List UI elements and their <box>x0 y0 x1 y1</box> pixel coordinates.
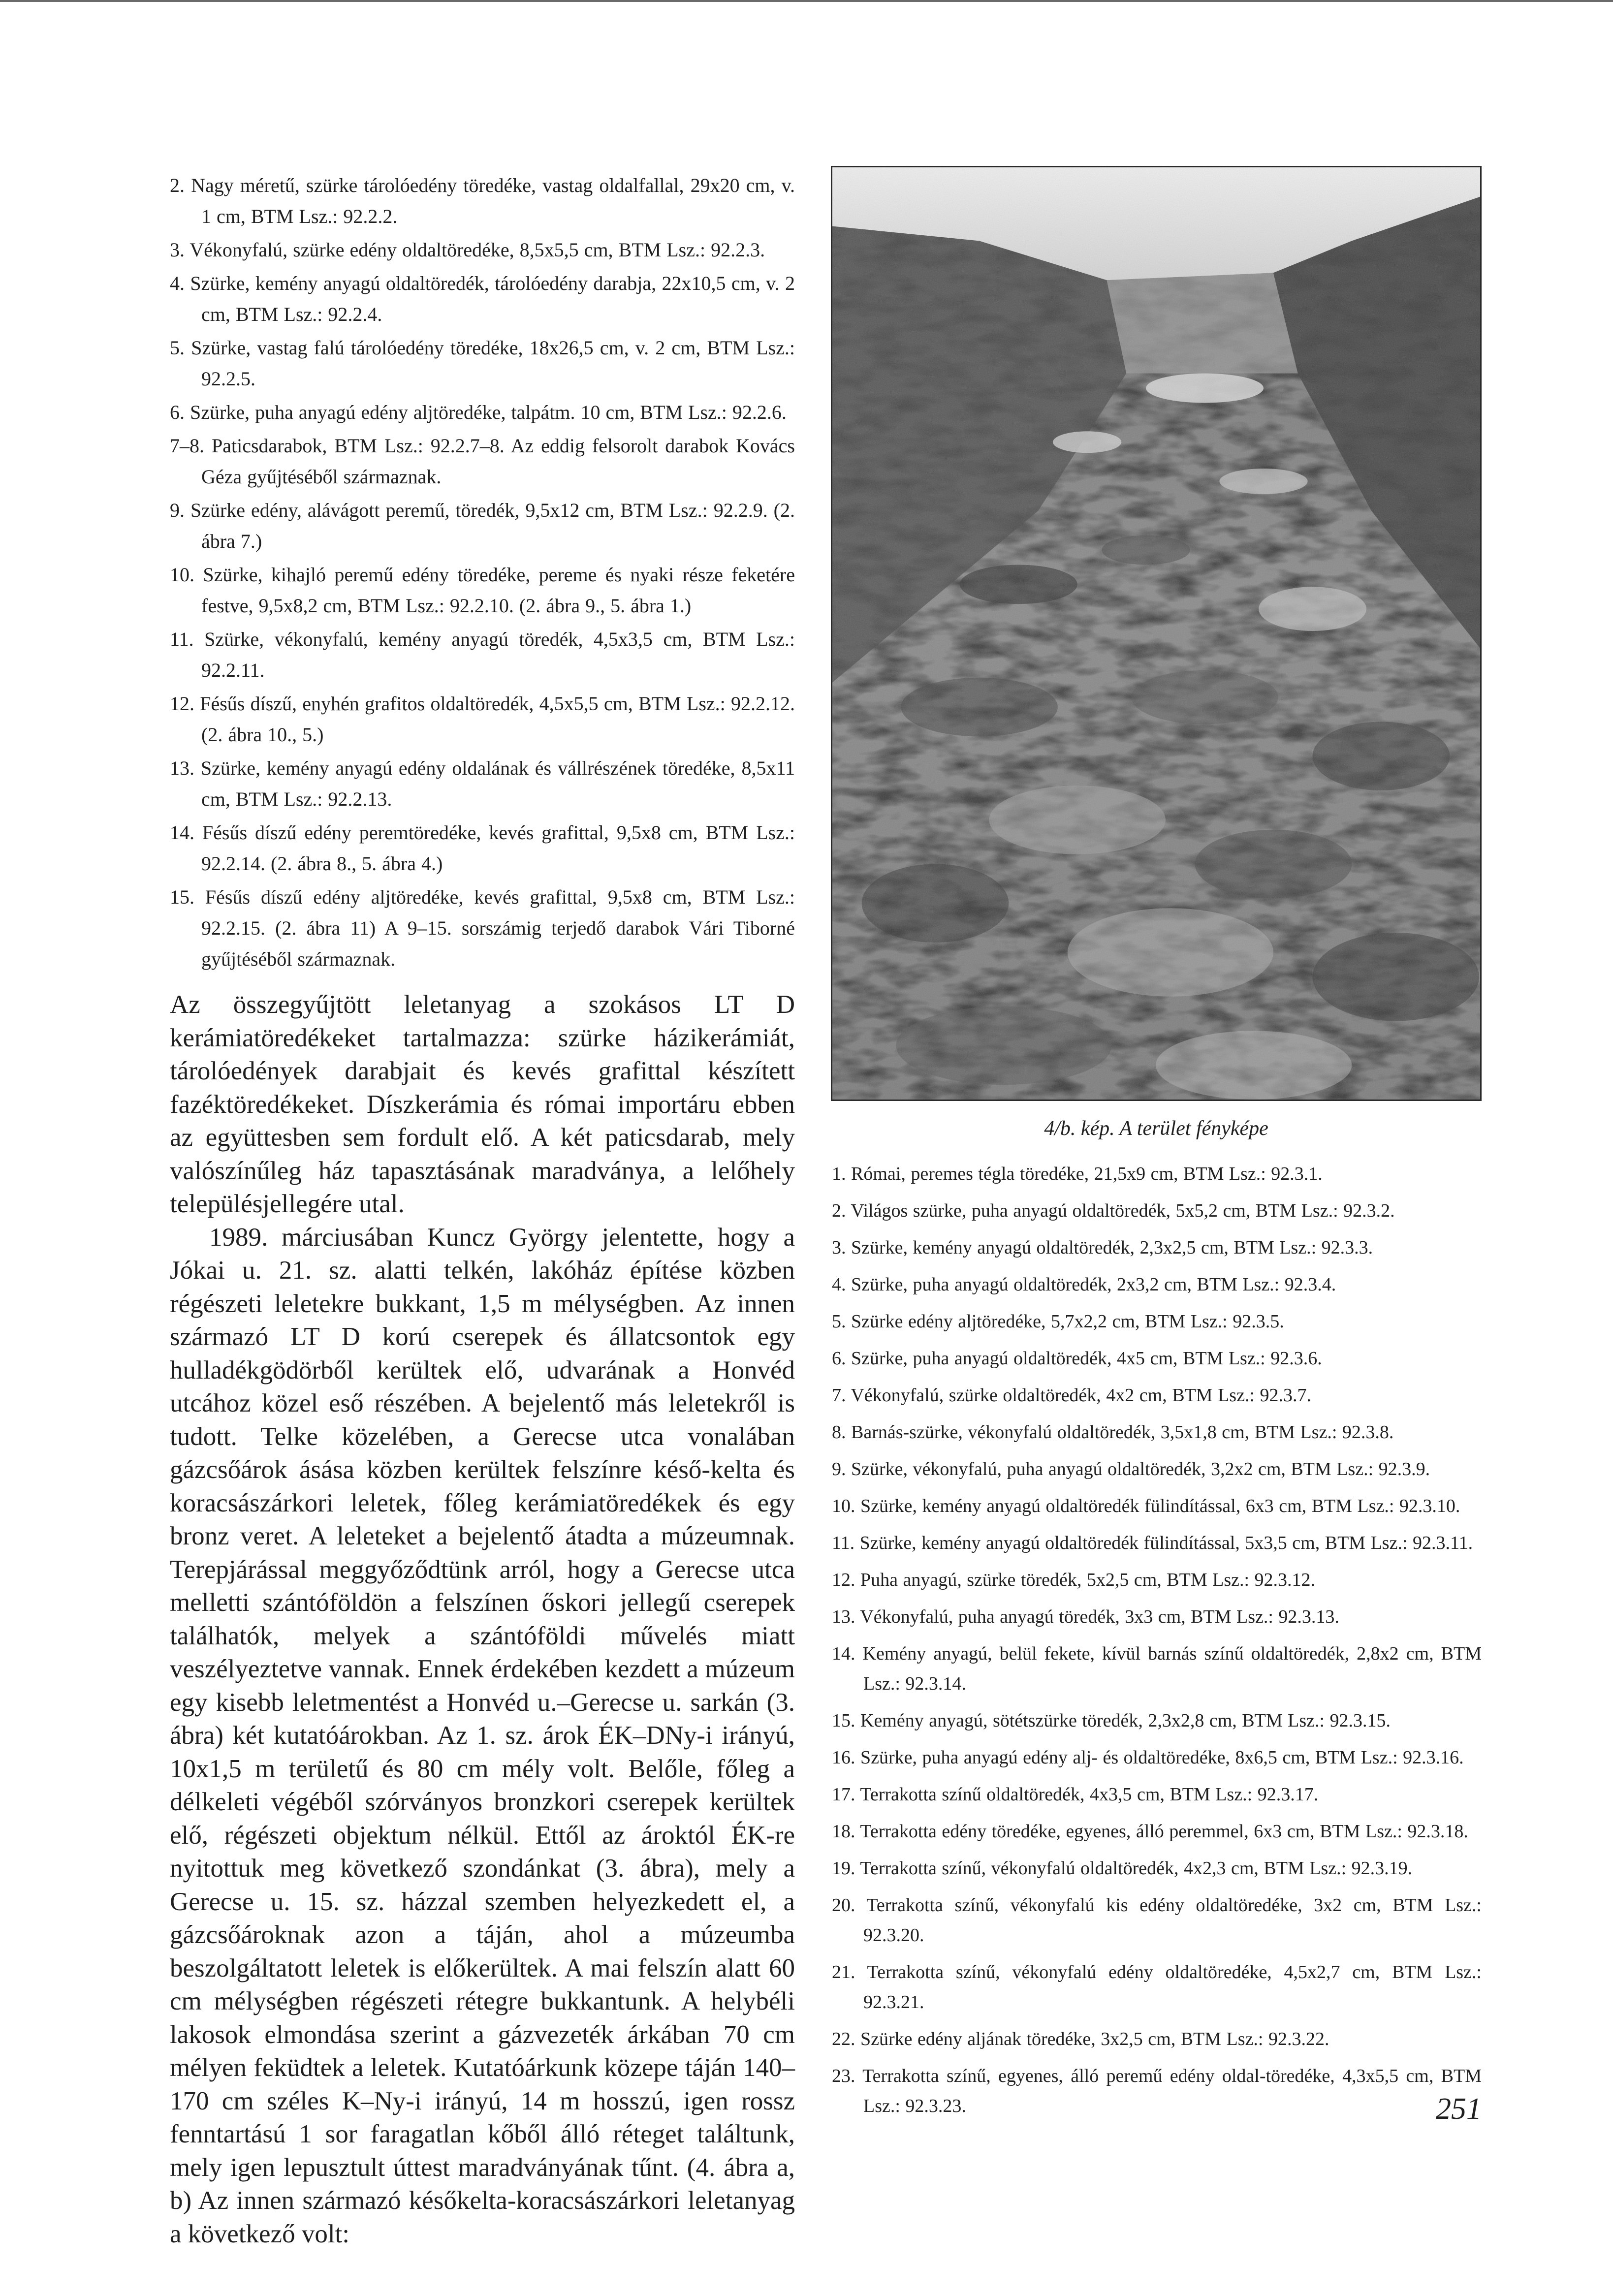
catalog-item: 15. Kemény anyagú, sötétszürke töredék, 2,3x2,8 cm, BTM Lsz.: 92.3.15. <box>832 1710 1391 1731</box>
catalog-item: 5. Szürke edény aljtöredéke, 5,7x2,2 cm, BTM Lsz.: 92.3.5. <box>832 1311 1284 1332</box>
catalog-item: 14. Kemény anyagú, belül fekete, kívül barnás színű oldaltöredék, 2,8x2 cm, BTM Lsz.: 92.3.14. <box>832 1643 1482 1694</box>
catalog-item: 20. Terrakotta színű, vékonyfalú kis edény oldaltöredéke, 3x2 cm, BTM Lsz.: 92.3.20. <box>832 1895 1482 1946</box>
catalog-item: 17. Terrakotta színű oldaltöredék, 4x3,5 cm, BTM Lsz.: 92.3.17. <box>832 1784 1319 1805</box>
catalog-item: 9. Szürke, vékonyfalú, puha anyagú oldaltöredék, 3,2x2 cm, BTM Lsz.: 92.3.9. <box>832 1459 1430 1479</box>
catalog-item: 10. Szürke, kemény anyagú oldaltöredék fülindítással, 6x3 cm, BTM Lsz.: 92.3.10. <box>832 1496 1460 1516</box>
catalog-item: 12. Puha anyagú, szürke töredék, 5x2,5 cm, BTM Lsz.: 92.3.12. <box>832 1570 1316 1590</box>
catalog-item: 4. Szürke, puha anyagú oldaltöredék, 2x3,2 cm, BTM Lsz.: 92.3.4. <box>832 1274 1336 1295</box>
catalog-item: 11. Szürke, vékonyfalú, kemény anyagú töredék, 4,5x3,5 cm, BTM Lsz.: 92.2.11. <box>170 628 795 681</box>
catalog-item: 9. Szürke edény, alávágott peremű, töredék, 9,5x12 cm, BTM Lsz.: 92.2.9. (2. ábra 7.) <box>170 499 795 552</box>
left-find-catalog <box>170 170 795 977</box>
catalog-item: 3. Szürke, kemény anyagú oldaltöredék, 2,3x2,5 cm, BTM Lsz.: 92.3.3. <box>832 1237 1373 1258</box>
catalog-item: 13. Vékonyfalú, puha anyagú töredék, 3x3 cm, BTM Lsz.: 92.3.13. <box>832 1606 1339 1627</box>
catalog-item: 14. Fésűs díszű edény peremtöredéke, kevés grafittal, 9,5x8 cm, BTM Lsz.: 92.2.14. (2. ábra 8., 5. ábra 4.) <box>170 821 795 875</box>
catalog-item: 15. Fésűs díszű edény aljtöredéke, kevés grafittal, 9,5x8 cm, BTM Lsz.: 92.2.15. (2. ábra 11) A 9–15. sorszámig terjedő darabok Vári Tiborné gyűjtéséből származnak. <box>170 886 795 970</box>
body-paragraph: Az összegyűjtött leletanyag a szokásos LT D kerámiatöredékeket tartalmazza: szürke házikerámiát, tárolóedények darabjait és kevés grafittal készített fazéktöredékeket. Díszkerámia és római importáru ebben az együttesben sem fordult elő. A két paticsdarab, mely valószínűleg ház tapasztásának maradványa, a lelőhely településjellegére utal. <box>170 990 795 1218</box>
right-find-catalog <box>832 1159 1482 2128</box>
catalog-item: 8. Barnás-szürke, vékonyfalú oldaltöredék, 3,5x1,8 cm, BTM Lsz.: 92.3.8. <box>832 1422 1394 1443</box>
catalog-item: 10. Szürke, kihajló peremű edény töredéke, pereme és nyaki része feketére festve, 9,5x8,2 cm, BTM Lsz.: 92.2.10. (2. ábra 9., 5. ábra 1.) <box>170 564 795 617</box>
excavation-photo <box>831 166 1482 1101</box>
catalog-item: 2. Nagy méretű, szürke tárolóedény töredéke, vastag oldalfallal, 29x20 cm, v. 1 cm, BTM Lsz.: 92.2.2. <box>170 174 795 227</box>
catalog-item: 11. Szürke, kemény anyagú oldaltöredék fülindítással, 5x3,5 cm, BTM Lsz.: 92.3.11. <box>832 1533 1473 1553</box>
page-number: 251 <box>1436 2092 1482 2126</box>
catalog-item: 19. Terrakotta színű, vékonyfalú oldaltöredék, 4x2,3 cm, BTM Lsz.: 92.3.19. <box>832 1858 1413 1879</box>
body-text <box>170 988 795 2251</box>
figure-caption: 4/b. kép. A terület fényképe <box>1044 1117 1268 1140</box>
catalog-item: 21. Terrakotta színű, vékonyfalú edény oldaltöredéke, 4,5x2,7 cm, BTM Lsz.: 92.3.21. <box>832 1962 1482 2013</box>
catalog-item: 2. Világos szürke, puha anyagú oldaltöredék, 5x5,2 cm, BTM Lsz.: 92.3.2. <box>832 1200 1395 1221</box>
catalog-item: 7–8. Paticsdarabok, BTM Lsz.: 92.2.7–8. Az eddig felsorolt darabok Kovács Géza gyűjtéséből származnak. <box>170 435 795 488</box>
catalog-item: 13. Szürke, kemény anyagú edény oldalának és vállrészének töredéke, 8,5x11 cm, BTM Lsz.: 92.2.13. <box>170 757 795 810</box>
excavation-photo-image <box>832 167 1480 1100</box>
catalog-item: 6. Szürke, puha anyagú oldaltöredék, 4x5 cm, BTM Lsz.: 92.3.6. <box>832 1348 1322 1369</box>
catalog-item: 7. Vékonyfalú, szürke oldaltöredék, 4x2 cm, BTM Lsz.: 92.3.7. <box>832 1385 1311 1406</box>
catalog-item: 6. Szürke, puha anyagú edény aljtöredéke, talpátm. 10 cm, BTM Lsz.: 92.2.6. <box>170 401 787 423</box>
catalog-item: 12. Fésűs díszű, enyhén grafitos oldaltöredék, 4,5x5,5 cm, BTM Lsz.: 92.2.12. (2. ábra 10., 5.) <box>170 692 795 746</box>
catalog-item: 5. Szürke, vastag falú tárolóedény töredéke, 18x26,5 cm, v. 2 cm, BTM Lsz.: 92.2.5. <box>170 337 795 390</box>
catalog-item: 4. Szürke, kemény anyagú oldaltöredék, tárolóedény darabja, 22x10,5 cm, v. 2 cm, BTM Lsz.: 92.2.4. <box>170 272 795 325</box>
catalog-item: 22. Szürke edény aljának töredéke, 3x2,5 cm, BTM Lsz.: 92.3.22. <box>832 2029 1329 2049</box>
catalog-item: 23. Terrakotta színű, egyenes, álló peremű edény oldal-töredéke, 4,3x5,5 cm, BTM Lsz.: 92.3.23. <box>832 2066 1482 2116</box>
catalog-item: 18. Terrakotta edény töredéke, egyenes, álló peremmel, 6x3 cm, BTM Lsz.: 92.3.18. <box>832 1821 1468 1842</box>
catalog-item: 1. Római, peremes tégla töredéke, 21,5x9 cm, BTM Lsz.: 92.3.1. <box>832 1164 1323 1184</box>
body-paragraph: 1989. márciusában Kuncz György jelentette, hogy a Jókai u. 21. sz. alatti telkén, lakóház építése közben régészeti leletekre bukkant, 1,5 m mélységben. Az innen származó LT D korú cserepek és állatcsontok egy hulladékgödörből kerültek elő, udvarának a Honvéd utcához közel eső részében. A bejelentő más leletekről is tudott. Telke közelében, a Gerecse utca vonalában gázcsőárok ásása közben kerültek felszínre késő-kelta és koracsászárkori leletek, főleg kerámiatöredékek és egy bronz veret. A leleteket a bejelentő átadta a múzeumnak. Terepjárással meggyőződtünk arról, hogy a Gerecse utca melletti szántóföldön a felszínen őskori jellegű cserepek találhatók, melyek a szántóföldi művelés miatt veszélyeztetve vannak. Ennek érdekében kezdett a múzeum egy kisebb leletmentést a Honvéd u.–Gerecse u. sarkán (3. ábra) két kutatóárokban. Az 1. sz. árok ÉK–DNy-i irányú, 10x1,5 m területű és 80 cm mély volt. Belőle, főleg a délkeleti végéből szórványos bronzkori cserepek kerültek elő, régészeti objektum nélkül. Ettől az ároktól ÉK-re nyitottuk meg következő szondánkat (3. ábra), mely a Gerecse u. 15. sz. házzal szemben helyezkedett el, a gázcsőároknak azon a táján, ahol a múzeumba beszolgáltatott leletek is előkerültek. A mai felszín alatt 60 cm mélységben régészeti rétegre bukkantunk. A helybéli lakosok elmondása szerint a gázvezeték árkában 70 cm mélyen feküdtek a leletek. Kutatóárkunk közepe táján 140–170 cm széles K–Ny-i irányú, 14 m hosszú, igen rossz fenntartású 1 sor faragatlan kőből álló réteget találtunk, mely igen lepusztult úttest maradványának tűnt. (4. ábra a, b) Az innen származó későkelta-koracsászárkori leletanyag a következő volt: <box>170 1223 795 2248</box>
top-rule <box>0 0 1613 2</box>
catalog-item: 16. Szürke, puha anyagú edény alj- és oldaltöredéke, 8x6,5 cm, BTM Lsz.: 92.3.16. <box>832 1747 1464 1768</box>
catalog-item: 3. Vékonyfalú, szürke edény oldaltöredéke, 8,5x5,5 cm, BTM Lsz.: 92.2.3. <box>170 239 765 261</box>
